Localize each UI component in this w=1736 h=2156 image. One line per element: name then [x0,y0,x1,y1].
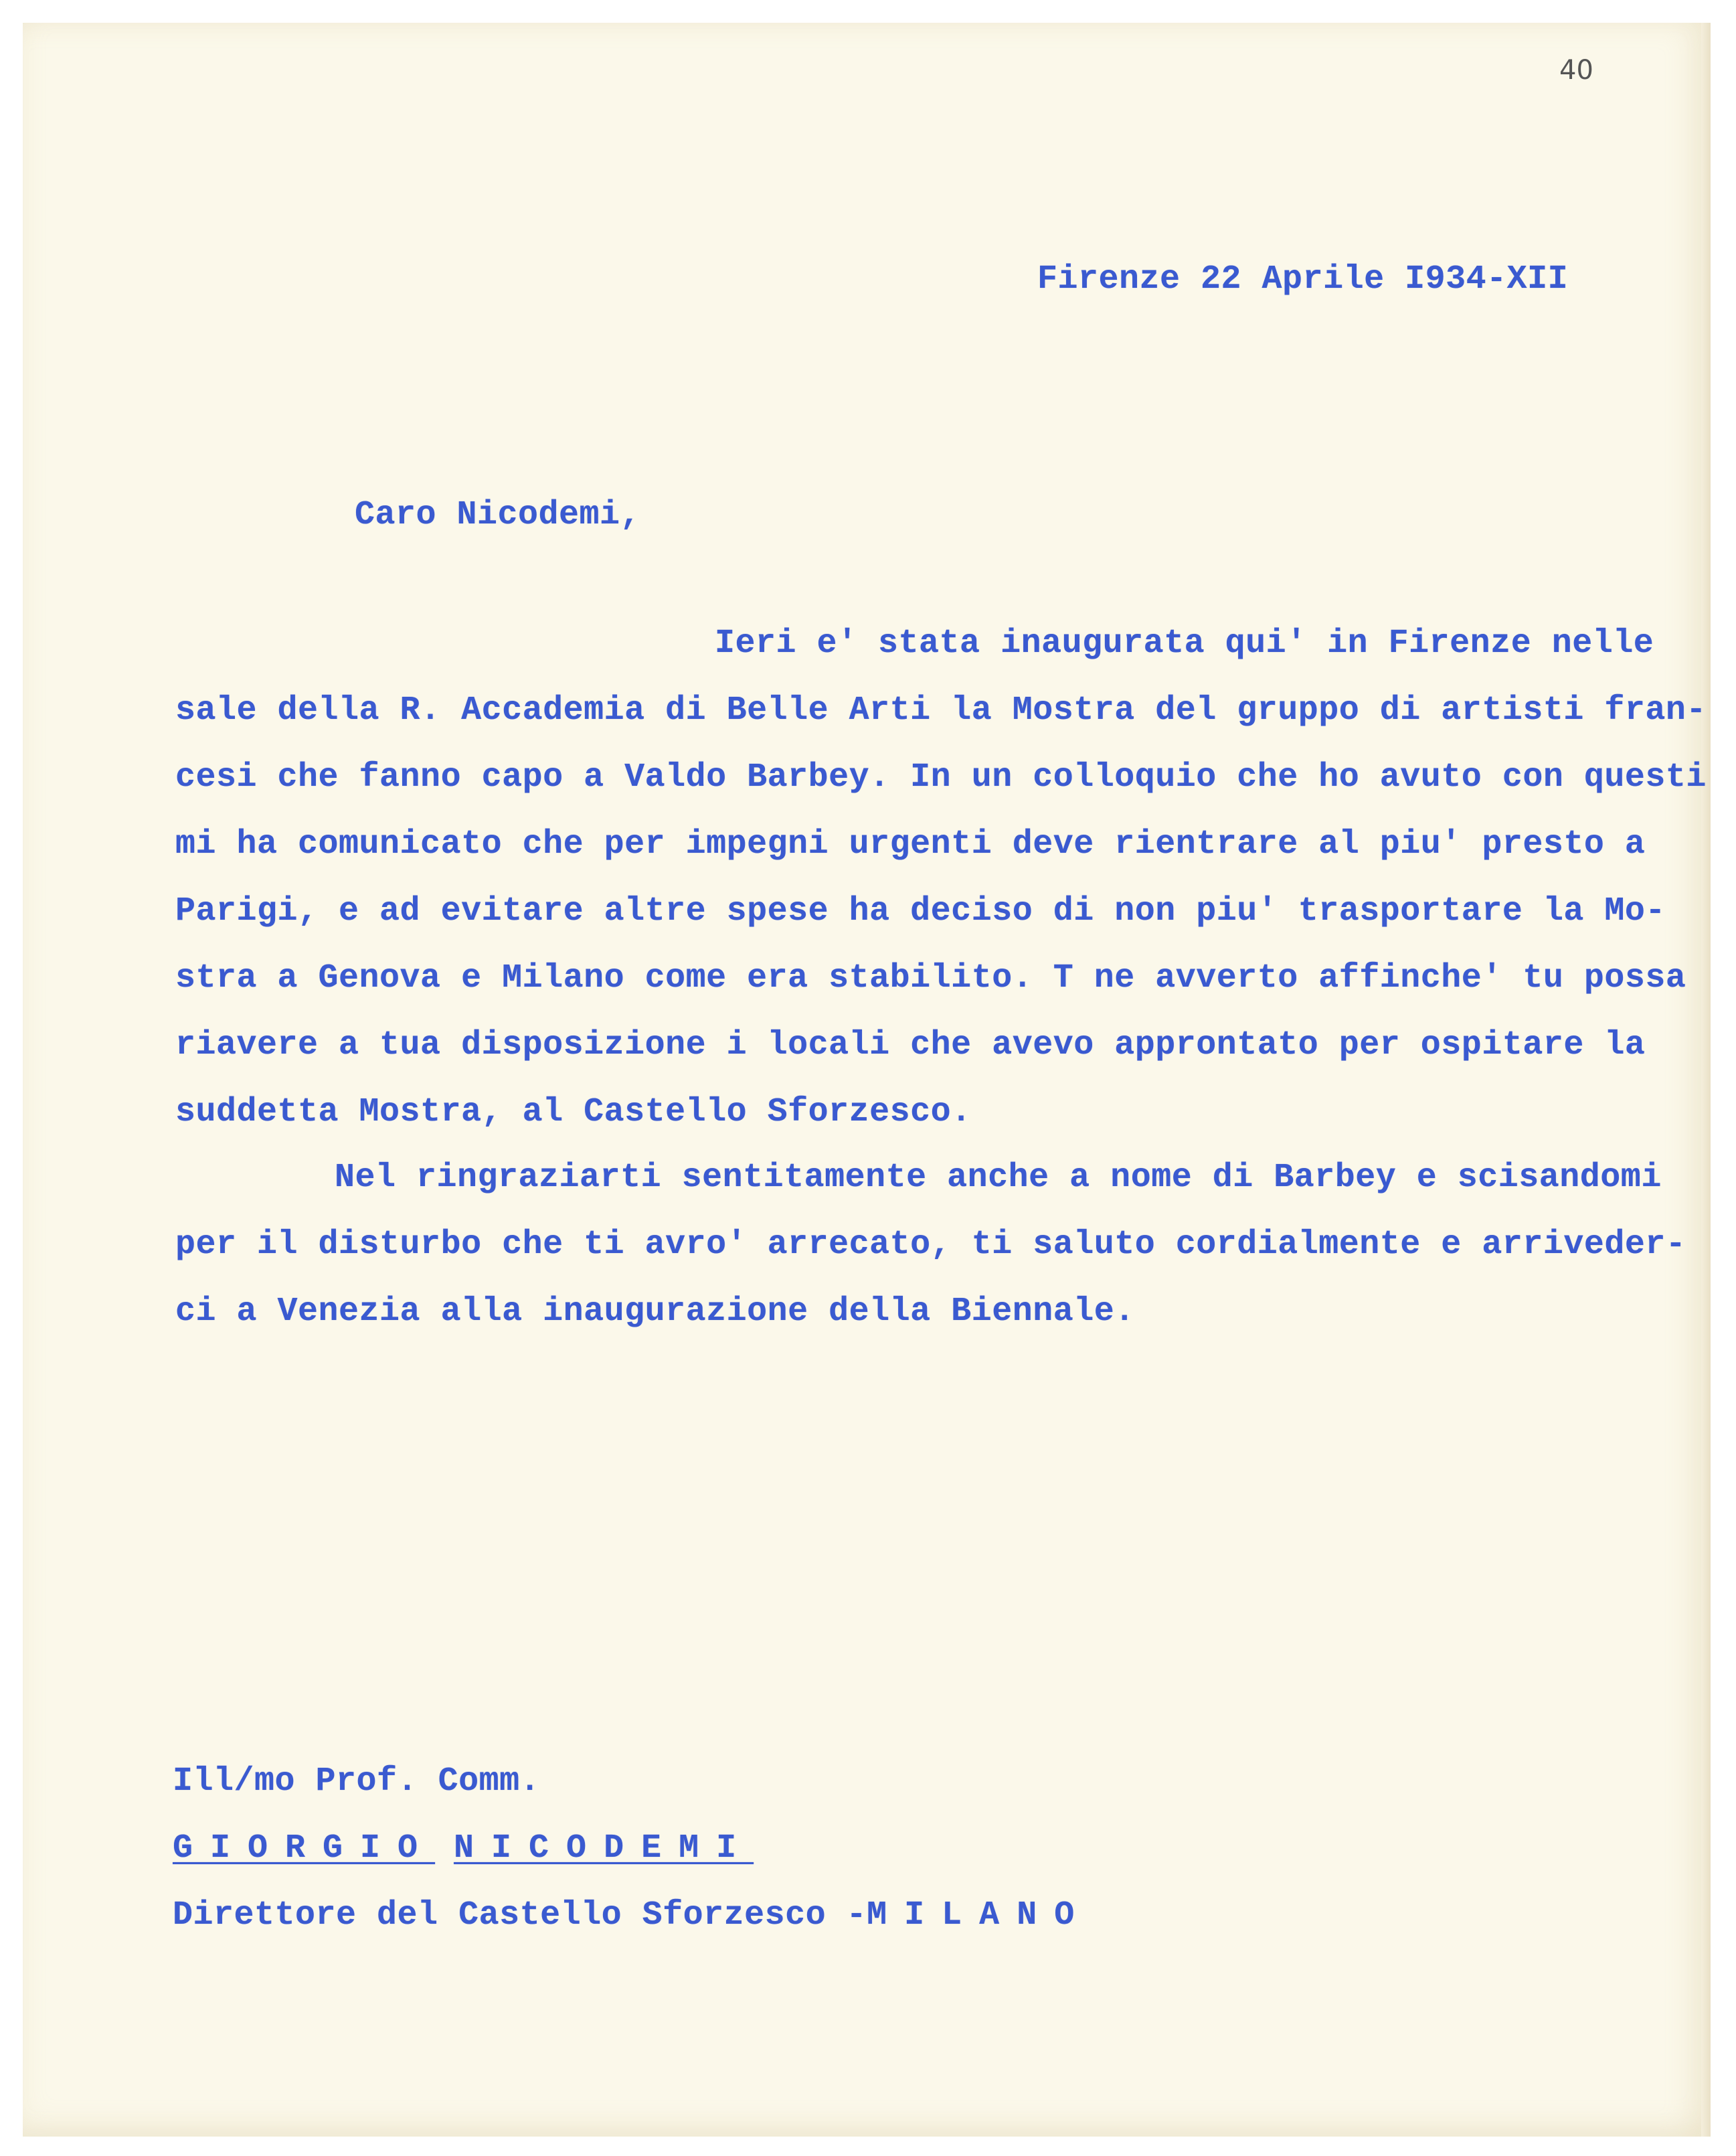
recipient-title: Ill/mo Prof. Comm. [173,1762,541,1801]
body-line: stra a Genova e Milano come era stabilito. T ne avverto affinche' tu possa [175,959,1686,997]
recipient-first-name: GIORGIO [173,1829,436,1868]
body-line: Parigi, e ad evitare altre spese ha deciso di non piu' trasportare la Mo- [175,892,1666,930]
recipient-city: MILANO [867,1896,1092,1934]
body-line: ci a Venezia alla inaugurazione della Biennale. [175,1293,1135,1331]
body-line: suddetta Mostra, al Castello Sforzesco. [175,1093,972,1131]
body-line: Ieri e' stata inaugurata qui' in Firenze nelle [715,625,1654,663]
recipient-last-name: NICODEMI [454,1829,754,1868]
recipient-role-text: Direttore del Castello Sforzesco - [173,1896,867,1934]
paper-edge [1701,23,1711,2137]
body-line: mi ha comunicato che per impegni urgenti deve rientrare al piu' presto a [175,825,1646,863]
body-line: riavere a tua disposizione i locali che avevo approntato per ospitare la [175,1026,1646,1064]
page-number: 40 [1559,55,1593,86]
body-line: cesi che fanno capo a Valdo Barbey. In un colloquio che ho avuto con questi [175,758,1707,797]
body-line: sale della R. Accademia di Belle Arti la Mostra del gruppo di artisti fran- [175,691,1707,730]
recipient-role [173,1896,1092,1936]
paper-sheet [23,23,1711,2137]
salutation: Caro Nicodemi, [355,496,641,534]
body-line: Nel ringraziarti sentitamente anche a nome di Barbey e scisandomi [335,1159,1662,1197]
recipient-name [173,1829,754,1869]
body-line: per il disturbo che ti avro' arrecato, ti saluto cordialmente e arriveder- [175,1226,1686,1264]
letter-date: Firenze 22 Aprile I934-XII [1037,260,1569,299]
